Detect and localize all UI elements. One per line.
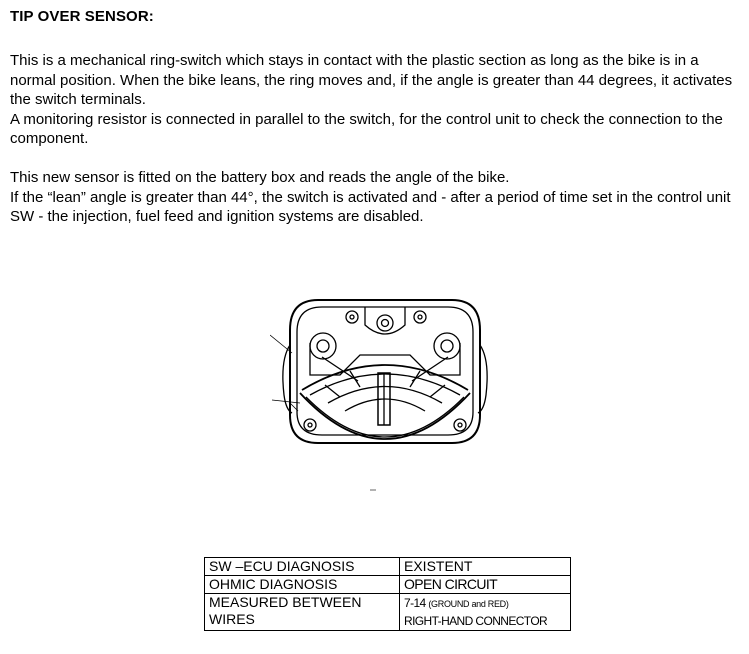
wire-numbers: 7-14 <box>404 596 429 610</box>
table-cell-value: EXISTENT <box>400 558 571 576</box>
description-sentence: This is a mechanical ring-switch which stays in contact with the plastic section as long as the bike is in a normal position. When the bike leans, the ring moves and, if the angle is greater than 44 degrees, it activates the switch terminals. <box>10 52 733 109</box>
description-paragraph-1 <box>10 51 740 149</box>
table-cell-label: SW –ECU DIAGNOSIS <box>205 558 400 576</box>
table-cell-value <box>400 594 571 631</box>
table-row <box>205 558 571 576</box>
diagnosis-table <box>204 557 571 631</box>
description-paragraph-2 <box>10 168 740 227</box>
table-cell-label: OHMIC DIAGNOSIS <box>205 576 400 594</box>
tip-over-sensor-drawing <box>270 285 500 500</box>
label-line: WIRES <box>209 611 255 627</box>
value-line <box>404 594 566 613</box>
page-title: TIP OVER SENSOR: <box>10 8 154 25</box>
table-row <box>205 594 571 631</box>
label-line: MEASURED BETWEEN <box>209 594 362 610</box>
description-sentence: If the “lean” angle is greater than 44°, the switch is activated and - after a period of time set in the control unit SW - the injection, fuel feed and ignition systems are disabled. <box>10 188 731 226</box>
connector-name: RIGHT-HAND CONNECTOR <box>404 614 548 628</box>
sensor-housing <box>290 300 480 443</box>
wire-colors-note: (GROUND and RED) <box>428 599 509 609</box>
table-row <box>205 576 571 594</box>
table-cell-label <box>205 594 400 631</box>
description-sentence: This new sensor is fitted on the battery box and reads the angle of the bike. <box>10 169 510 186</box>
description-sentence: A monitoring resistor is connected in parallel to the switch, for the control unit to check the connection to the component. <box>10 110 723 148</box>
table-cell-value: OPEN CIRCUIT <box>400 576 571 594</box>
